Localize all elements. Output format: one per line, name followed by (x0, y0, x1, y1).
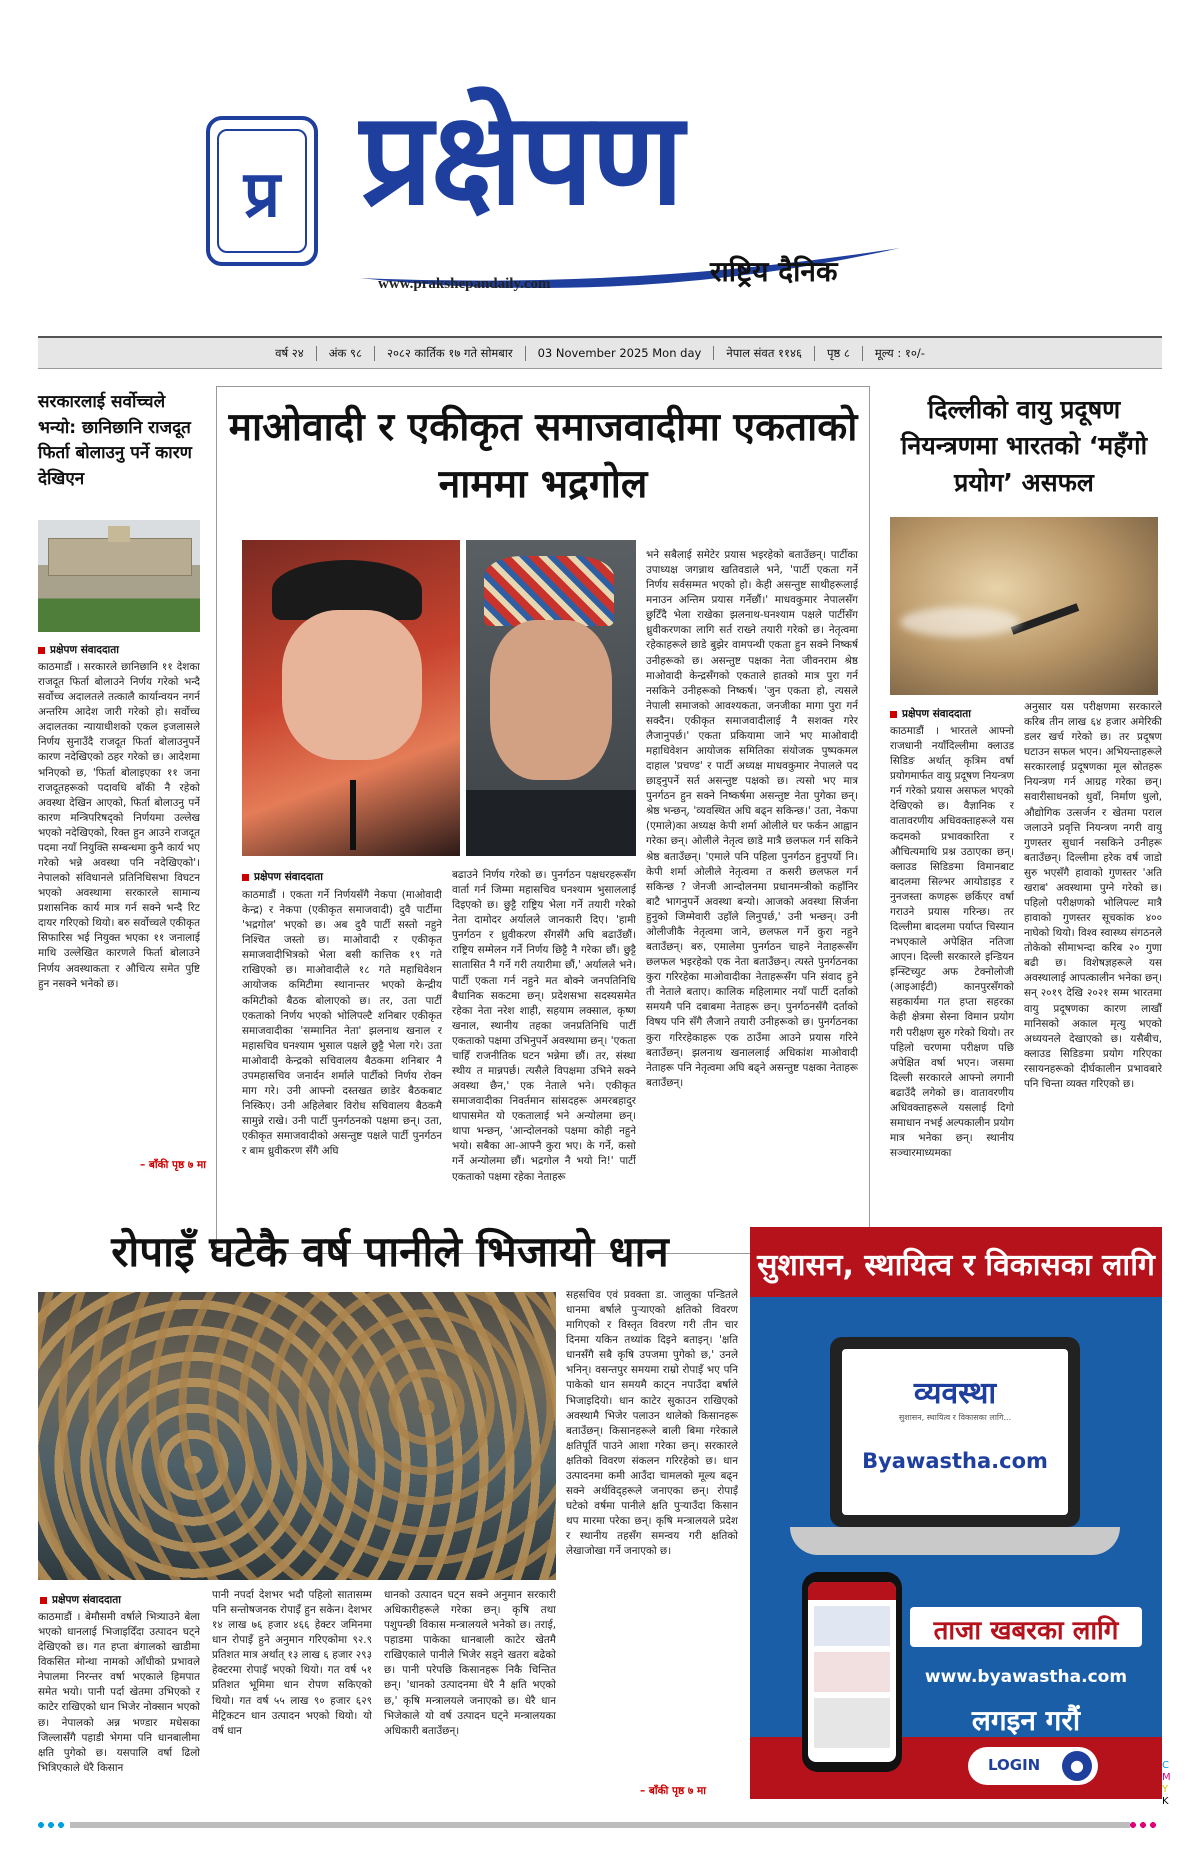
masthead-logo-glyph: प्र (217, 129, 307, 253)
cmyk-y: Y (1162, 1784, 1169, 1795)
left-story-body: काठमाडौं । सरकारले छानिछानि ११ देशका राजदूत फिर्ता बोलाउने निर्णय गरेको भन्दै सर्वोच्च अदालतले तत्कालै कार्यान्वयन नगर्न अन्तरिम आदेश जारी गरेको हो। सर्वोच्च अदालतका न्यायाधीशको एकल इजलासले निर्णय सुनाउँदै राजदूत फिर्ता बोलाउनुपर्ने कारण नदेखिएको ठहर गरेको छ। आदेशमा भनिएको छ, 'फिर्ता बोलाइएका ११ जना राजदूतहरूको पदावधि बाँकी नै रहेको अवस्था देखिन आएको, फिर्ता बोलाउनु पर्ने कारण मन्त्रिपरिषद्को निर्णयमा उल्लेख भएको नदेखिएको, रिक्त हुन आउने राजदूत पदमा नयाँ नियुक्ति सम्बन्धमा कुनै कार्य भए गरेको भन्ने अवस्था पनि नदेखिएको'। नेपालको संविधानले प्रतिनिधिसभा विघटन भएको अवस्थामा सरकारले सामान्य प्रशासनिक कार्य मात्र गर्न सक्ने भन्दै रिट दायर गरिएको थियो। बरु सर्वोच्चले एकीकृत सिफारिस भई नियुक्त भएका ११ जनालाई माथि उल्लेखित कारणले फिर्ता बोलाउने निर्णय अवस्थाकता र औचित्य समेत पुष्टि हुन नसक्ने भनेको छ। (38, 661, 200, 990)
cmyk-m: M (1162, 1772, 1171, 1783)
cmyk-k: K (1162, 1796, 1169, 1807)
issue-page: पृष्ठ ८ (815, 346, 863, 361)
lead-story-photo-right (466, 540, 636, 856)
masthead-logo (206, 116, 318, 266)
right-story-headline[interactable]: दिल्लीको वायु प्रदूषण नियन्त्रणमा भारतको ‘महँगो प्रयोग’ असफल (900, 395, 1148, 497)
ad-brand-nepali: व्यवस्था (913, 1376, 997, 1411)
right-story-column-2: अनुसार यस परीक्षणमा सरकारले करिब तीन लाख ६४ हजार अमेरिकी डलर खर्च गरेको छ। तर प्रदूषण घटाउन सफल भएन। अभियन्ताहरूले सरकारलाई प्रदूषणका मूल स्रोतहरू नियन्त्रण गर्न आग्रह गरेका छन्। सवारीसाधनको धुवाँ, निर्माण धुलो, औद्योगिक उत्सर्जन र खेतमा पराल जलाउने प्रवृत्ति नियन्त्रण नगरी वायु गुणस्तर सुधार्न नसकिने उनीहरू बताउँछन्। दिल्लीमा हरेक वर्ष जाडो सुरु भएसँगै हावाको गुणस्तर 'अति खराब' अवस्थामा पुग्ने गरेको छ। पहिलो परीक्षणको भोलिपल्ट मात्रै हावाको गुणस्तर सूचकांक ४०० नाघेको थियो। विश्व स्वास्थ्य संगठनले तोकेको सीमाभन्दा करिब २० गुणा बढी छ। विशेषज्ञहरूले यस अवस्थालाई आपत्कालीन भनेका छन्। सन् २०१९ देखि २०२१ सम्म भारतमा वायु प्रदूषणका कारण लाखौं मानिसको अकाल मृत्यु भएको अध्ययनले देखाएको छ। यसैबीच, क्लाउड सिडिङमा प्रयोग गरिएका रसायनहरूको दीर्घकालीन प्रभावबारे पनि चिन्ता व्यक्त गरिएको छ। (1024, 701, 1162, 1090)
bottom-story-headline[interactable]: रोपाइँ घटेकै वर्ष पानीले भिजायो धान (111, 1227, 669, 1276)
ad-url[interactable]: www.byawastha.com (924, 1667, 1128, 1687)
issue-date-nepali: २०८२ कार्तिक १७ गते सोमबार (375, 346, 526, 361)
bottom-story-column-2: पानी नपर्दा देशभर भदौ पहिलो सातासम्म पनि सन्तोषजनक रोपाइँ हुन सकेन। देशभर १४ लाख ७६ हजार ४६६ हेक्टर जमिनमा धान रोपाइँ हुने अनुमान गरिएकोमा ९२.९ प्रतिशत मात्र अर्थात् १३ लाख ६ हजार २९३ हेक्टरमा रोपाइँ भएको थियो। गत वर्ष ५१ प्रतिशत भूमिमा धान रोपण सकिएको थियो। गत वर्ष ५५ लाख ९० हजार ६२९ मेट्रिकटन धान उत्पादन भएको थियो। यो वर्ष धान (212, 1589, 372, 1737)
right-story-column-1: काठमाडौं । भारतले आफ्नो राजधानी नयाँदिल्लीमा क्लाउड सिडिङ अर्थात् कृत्रिम वर्षा प्रयोगमार्फत वायु प्रदूषण नियन्त्रण गर्न गरेको प्रयास असफल भएको देखिएको छ। वैज्ञानिक र वातावरणीय अधिवक्ताहरूले यस कदमको प्रभावकारिता र औचित्यमाथि प्रश्न उठाएका छन्। क्लाउड सिडिङमा विमानबाट बादलमा सिल्भर आयोडाइड र नुनजस्ता कणहरू छर्किएर वर्षा गराउने प्रयास गरिन्छ। तर दिल्लीमा बादलमा पर्याप्त चिस्यान नभएकाले अपेक्षित नतिजा आएन। दिल्ली सरकारले इन्डियन इन्स्टिच्युट अफ टेक्नोलोजी (आइआईटी) कानपुरसँगको सहकार्यमा गत हप्ता सहरका केही क्षेत्रमा सेस्ना विमान प्रयोग गरी परीक्षण सुरु गरेको थियो। तर पहिलो चरणमा परीक्षण पछि अपेक्षित वर्षा भएन। जसमा दिल्ली सरकारले आफ्नो लगानी बढाउँदै लगेको छ। वातावरणीय अधिवक्ताहरूले यसलाई दिगो समाधान नभई अल्पकालीन प्रयोग मात्र भनेका छन्। स्थानीय सञ्चारमाध्यमका (890, 725, 1014, 1160)
issue-number: अंक ९८ (317, 346, 375, 361)
left-story-byline: प्रक्षेपण संवाददाता (38, 643, 119, 657)
masthead-url[interactable]: www.prakshepandaily.com (378, 276, 551, 292)
lead-story-column-3: भने सबैलाई समेटेर प्रयास भइरहेको बताउँछन्। पार्टीका उपाध्यक्ष जगन्नाथ खतिवडाले भने, 'पार्टी एकता गर्ने निर्णय सर्वसम्मत भएको हो। केही असन्तुष्ट साथीहरूलाई मनाउन अन्तिम प्रयास गर्नेछौं।' माधवकुमार नेपालसँग छुटिँदै भेला राखेका झलनाथ-घनश्याम पक्षले पार्टीसँग ध्रुवीकरणका लागि सर्त राख्ने तयारी गरेको छ। नेतृत्वमा रहेकाहरूले छाडे बुझेर वामपन्थी एकता हुन सक्ने निष्कर्ष उनीहरूको छ। असन्तुष्ट पक्षका नेता जीवनराम श्रेष्ठ माओवादी केन्द्रसँगको एकताले हातको मात्र पुरा गर्न नसकिने उनीहरूको निष्कर्ष। 'जुन एकता हो, त्यसले नेपाली समाजको आवश्यकता, जनजीका मागा पुरा गर्न सक्दैन। एकीकृत समाजवादीलाई नै सशक्त गरेर लैजानुपर्छ।' एकता प्रकियामा जाने भए माओवादी महाधिवेशन आयोजक समितिका संयोजक पुष्पकमल दाहाल 'प्रचण्ड' र पार्टी अध्यक्ष माधवकुमार नेपालले पद छाड्नुपर्ने सर्त असन्तुष्ट पक्षको छ। त्यसो भए मात्र पुनर्गठन हुन सक्ने निष्कर्षमा असन्तुष्ट नेता पुगेका छन्। श्रेष्ठ भन्छन्, 'व्यवस्थित अघि बढ्न सकिन्छ।' उता, नेकपा (एमाले)का अध्यक्ष केपी शर्मा ओलीले घर फर्कन आह्वान गरेका छन्। ओलीले नेतृत्व छाडे मात्रै छलफल गर्न सकिने श्रेष्ठ बताउँछन्। 'एमाले पनि पहिला पुनर्गठन हुनुपर्यो नि। केपी शर्मा ओलीले नेतृत्वमा त कसरी छलफल गर्न सकिन्छ ? जेनजी आन्दोलनमा प्रधानमन्त्रीको कहाँनिर बाटै भागनुपर्ने अवस्था बन्यो। आजको अवस्था सिर्जना हुनुको जिम्मेवारी उहाँले लिनुपर्छ,' उनी भन्छन्। उनी ओलीजीकै नेतृत्वमा जाने, छलफल गर्ने कुरा नहुने बताउँछन्। बरु, एमालेमा पुनर्गठन चाहने नेताहरूसँग छलफल भइरहेको एक नेता बताउँछन्। त्यस्ते पुनर्गठनका कुरा गरिरहेका माओवादीका नेताहरूसँग पनि संवाद हुने ती नेताले बताए। कालिक महिलामार नयाँ पार्टी दर्ताको समयमै पनि दबाबमा नेताहरू छन्। पुनर्गठनसँगै दर्ताको विषय पनि सँगै लैजाने तयारी उनीहरूको छ। पुनर्गठनका कुरा गरिरहेकाहरू एक ठाउँमा आउने प्रयास गरिने बताउँछन्। झलनाथ खनाललाई अधिकांश माओवादी नेताहरू पनि नेतृत्वमा अघि बढ्ने असन्तुष्ट पक्षका नेताहरू बताउँछन्। (646, 549, 858, 1089)
ad-laptop (830, 1337, 1080, 1527)
issue-info-bar (38, 336, 1162, 369)
ad-top-text: सुशासन, स्थायित्व र विकासका लागि (757, 1248, 1155, 1283)
issue-date-english: 03 November 2025 Mon day (526, 346, 715, 360)
bottom-story-continued[interactable]: – बाँकी पृष्ठ ७ मा (640, 1785, 706, 1797)
issue-nepal-sambat: नेपाल संवत ११४६ (714, 346, 815, 361)
user-icon: ● (1062, 1751, 1092, 1781)
bottom-story-column-3: धानको उत्पादन घट्न सक्ने अनुमान सरकारी अधिकारीहरूले गरेका छन्। कृषि तथा पशुपन्छी विकास मन्त्रालयले भनेको छ। तराई, पहाडमा पाकेका धानबाली काटेर खेतमै राखिएकाले पानीले भिजेर सड्ने खतरा बढेको छ। पानी परेपछि किसानहरू निकै चिन्तित छन्। 'धानको उत्पादनमा धेरै नै क्षति भएको छ,' कृषि मन्त्रालयले जनाएको छ। धेरै धान भिजेकाले यो वर्ष उत्पादन घट्ने मन्त्रालयका अधिकारी बताउँछन्। (384, 1589, 556, 1737)
lead-story-headline[interactable]: माओवादी र एकीकृत समाजवादीमा एकताको नाममा भद्रगोल (228, 405, 858, 507)
masthead-subtitle: राष्ट्रिय दैनिक (710, 255, 838, 288)
registration-dots-left (36, 1820, 66, 1830)
ad-login-label: LOGIN (988, 1756, 1041, 1774)
lead-story-column-1: काठमाडौं । एकता गर्ने निर्णयसँगै नेकपा (माओवादी केन्द्र) र नेकपा (एकीकृत समाजवादी) दुवै पार्टीमा 'भद्रगोल' भएको छ। अब दुवै पार्टी सस्तो नहुने निश्चित जस्तो छ। माओवादी र एकीकृत समाजवादीभित्रको भेला बसी कात्तिक १९ गते राखिएको छ। माओवादीले १८ गते महाधिवेशन आयोजक कमिटीमा स्थानान्तर भएको केन्द्रीय कमिटीको बैठक बोलाएको छ। तर, उता पार्टी एकताको निर्णय भएको भोलिपल्टै शनिबार एकीकृत समाजवादीका 'सम्मानित नेता' झलनाथ खनाल र महासचिव घनश्याम भुसाल पक्षले छुट्टै भेला गरे। उता माओवादी केन्द्रको सचिवालय बैठकमा शनिबार नै उपमहासचिव जनार्दन शर्माले पार्टीको निर्णय रोक्न माग गरे। उनी आफ्नो दस्तखत छाडेर बैठकबाट निस्किए। उनी अहिलेबार विरोध सचिवालय बैठकमै सामुन्ने राखे। उनी पार्टी पुनर्गठनको पक्षमा छन्। उता, एकीकृत समाजवादीको असन्तुष्ट पक्षले पार्टी पुनर्गठन र बाम ध्रुवीकरण सँगै अघि (242, 889, 442, 1158)
ad-phone (802, 1572, 902, 1772)
right-story-photo (890, 517, 1158, 695)
ad-login-button[interactable] (968, 1747, 1098, 1785)
footer-bar (70, 1822, 1130, 1828)
ad-banner-text: ताजा खबरका लागि (933, 1616, 1119, 1646)
issue-price: मूल्य : १०/- (874, 345, 925, 360)
registration-dots-right (1128, 1820, 1158, 1830)
advertisement-byawastha[interactable] (750, 1227, 1162, 1799)
masthead-title: प्रक्षेपण (360, 85, 682, 234)
left-story-headline[interactable]: सरकारलाई सर्वोच्चले भन्यो: छानिछानि राजदूत फिर्ता बोलाउनु पर्ने कारण देखिएन (38, 392, 192, 489)
ad-cta[interactable]: लगइन गरौं (971, 1704, 1081, 1737)
ad-brand-tagline: सुशासन, स्थायित्व र विकासका लागि... (898, 1413, 1012, 1422)
bottom-story-column-1: काठमाडौं । बेमौसमी वर्षाले भित्र्याउने बेला भएको धानलाई भिजाइदिँदा उत्पादन घट्ने देखिएको छ। गत हप्ता बंगालको खाडीमा विकसित मोन्था नामको आँधीको प्रभावले नेपालमा निरन्तर वर्षा भएकाले हिमपात समेत भयो। पानी पर्दा खेतमा उभिएको र काटेर राखिएको धान भिजेर नोक्सान भएको छ। नेपालको अन्न भण्डार मधेसका जिल्लासँगै पहाडी भेगमा पनि धानबालीमा क्षति पुगेको छ। यसपालि वर्षा ढिलो भित्रिएकाले धेरै किसान (38, 1611, 200, 1774)
left-story-continued[interactable]: – बाँकी पृष्ठ ७ मा (140, 1159, 206, 1171)
ad-laptop-screen (842, 1349, 1068, 1515)
lead-story-column-2: बढाउने निर्णय गरेको छ। पुनर्गठन पक्षधरहरूसँग वार्ता गर्न जिम्मा महासचिव घनश्याम भुसाललाई दिइएको छ। छुट्टै राष्ट्रिय भेला गर्ने तयारी गरेको नेता दामोदर अर्यालले जानकारी दिए। 'हामी पुनर्गठन र ध्रुवीकरण सँगसँगै अघि बढाउँछौं। राष्ट्रिय सम्मेलन गर्ने निर्णय छिट्टै नै गरेका छौं। छुट्टै सातासित नै गर्ने गरी तयारीमा छौं,' अर्यालले भने। पार्टी एकता गर्न नहुने मत बोक्ने जनपतिनिधि बैधानिक सकटमा छन्। प्रदेशसभा सदस्यसमेत रहेका नेता नरेश शाही, सहयाम लक्साल, कृष्ण खनाल, स्थानीय तहका जनप्रतिनिधि पार्टी एकताको पक्षमा उभिनुपर्ने अवस्थामा छन्। 'एकता चाहिँ राजनीतिक घटन भन्नेमा छौं। तर, संस्था स्थीय त मान्नपर्छ। त्यसैले विपक्षमा उभिने सक्ने अवस्था छैन,' एक नेताले भने। एकीकृत समाजवादीका निवर्तमान सांसदहरू अमरबहादुर थापासमेत यो एकतालाई भने अन्योलमा छन्। थापा भन्छन्, 'आन्दोलनको पक्षमा कोही नहुने भयो। सबैका आ-आफ्नै कुरा भए। के गर्ने, कसो गर्ने अन्योलमा छौं। भद्रगोल नै भयो नि!' पार्टी एकताको पक्षमा रहेका नेताहरू (452, 869, 636, 1183)
bottom-story-byline: प्रक्षेपण संवाददाता (40, 1593, 121, 1607)
bottom-story-column-4: सहसचिव एवं प्रवक्ता डा. जालुका पन्डितले धानमा बर्षाले पुऱ्याएको क्षतिको विवरण मागिएको र विस्तृत विवरण गरी तीन चार दिनमा यकिन तथ्यांक दिइने बताइन्। 'क्षति धानसँगै सबै कृषि उपजमा पुगेको छ,' उनले भनिन्। वसन्तपुर समयमा राम्रो रोपाइँ भए पनि पाकेको धान समयमै काट्न नपाउँदा बर्षाले भिजाइदियो। धान काटेर सुकाउन राखिएको अवस्थामै भिजेर पलाउन थालेको किसानहरू बताउँछन्। किसानहरूले बाली बिमा गरेकाले क्षतिपूर्ति पाउने आशा गरेका छन्। सरकारले क्षतिको विवरण संकलन गरिरहेको छ। धान उत्पादनमा कमी आउँदा चामलको मूल्य बढ्न सक्ने अर्थविद्हरूले जनाएका छन्। रोपाइँ घटेको वर्षमा पानीले क्षति पुऱ्याउँदा किसान थप मारमा परेका छन्। कृषि मन्त्रालयले प्रदेश र स्थानीय तहसँग समन्वय गरी क्षतिको लेखाजोखा गर्ने जनाएको छ। (566, 1289, 738, 1558)
ad-brand-english: Byawastha.com (862, 1449, 1048, 1473)
left-story-photo (38, 520, 200, 632)
lead-story-byline: प्रक्षेपण संवाददाता (242, 870, 323, 884)
right-story-byline: प्रक्षेपण संवाददाता (890, 707, 971, 721)
bottom-story-photo (38, 1292, 556, 1580)
lead-story-photo-left (242, 540, 460, 856)
cmyk-c: C (1162, 1760, 1169, 1771)
issue-year: वर्ष २४ (263, 346, 317, 361)
cmyk-marks (1162, 1760, 1171, 1808)
ad-phone-screen (808, 1582, 896, 1762)
ad-laptop-base (790, 1527, 1120, 1555)
